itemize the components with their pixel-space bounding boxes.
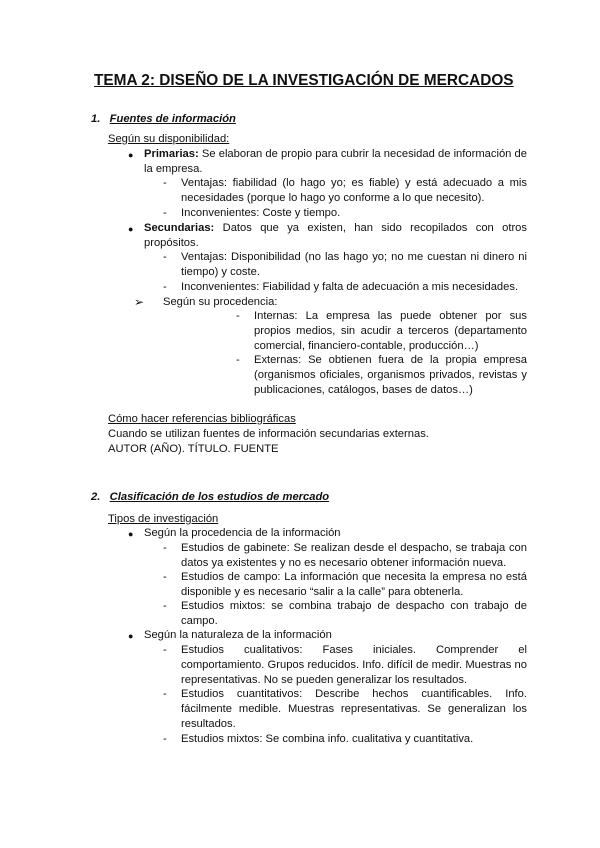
dash-icon: - — [163, 207, 167, 219]
dash-icon: - — [163, 600, 167, 612]
primarias-label: Primarias: — [144, 148, 199, 160]
secundarias-label: Secundarias: — [144, 222, 215, 234]
types-subheading: Tipos de investigación — [108, 513, 219, 525]
dash-icon: - — [236, 354, 240, 366]
primarias-inconvenientes: Inconvenientes: Coste y tiempo. — [181, 207, 341, 219]
primarias-item — [144, 147, 527, 177]
bullet-icon: ● — [128, 529, 134, 539]
naturaleza-label: Según la naturaleza de la información — [144, 629, 332, 641]
references-line-2: AUTOR (AÑO). TÍTULO. FUENTE — [108, 443, 279, 455]
references-line-1: Cuando se utilizan fuentes de información secundarias externas. — [108, 428, 429, 440]
secundarias-ventajas: Ventajas: Disponibilidad (no las hago yo; no me cuestan ni dinero ni tiempo) y coste. — [181, 251, 527, 278]
primarias-ventajas: Ventajas: fiabilidad (lo hago yo; es fiable) y está adecuado a mis necesidades (porque lo hago yo conforme a lo que necesito). — [181, 177, 527, 204]
bullet-icon: ● — [128, 224, 134, 234]
dash-icon: - — [163, 733, 167, 745]
dash-icon: - — [236, 310, 240, 322]
dash-icon: - — [163, 177, 167, 189]
mixtos-naturaleza-text: Estudios mixtos: Se combina info. cualitativa y cuantitativa. — [181, 733, 474, 745]
bullet-icon: ● — [128, 150, 134, 160]
references-heading: Cómo hacer referencias bibliográficas — [108, 413, 296, 425]
section-1-number: 1. — [91, 113, 101, 125]
section-2-number: 2. — [91, 491, 101, 503]
dash-icon: - — [163, 571, 167, 583]
campo-text: Estudios de campo: La información que necesita la empresa no está disponible y es necesario “salir a la calle” para obtenerla. — [181, 571, 527, 598]
procedencia-info-label: Según la procedencia de la información — [144, 527, 341, 539]
bullet-icon: ● — [128, 631, 134, 641]
section-1-title: Fuentes de información — [109, 113, 236, 125]
primarias-text: Se elaboran de propio para cubrir la necesidad de información de la empresa. — [144, 148, 527, 175]
procedencia-label: Según su procedencia: — [163, 296, 278, 308]
arrow-bullet-icon: ➢ — [134, 295, 145, 309]
dash-icon: - — [163, 542, 167, 554]
section-2-heading — [91, 490, 329, 505]
mixtos-gabinete-text: Estudios mixtos: se combina trabajo de despacho con trabajo de campo. — [181, 600, 527, 627]
internas-text: Internas: La empresa las puede obtener por sus propios medios, sin acudir a terceros (departamento comercial, financiero-contable, producción…) — [254, 310, 527, 352]
availability-subheading: Según su disponibilidad: — [108, 133, 230, 145]
secundarias-text: Datos que ya existen, han sido recopilados con otros propósitos. — [144, 222, 527, 249]
cuantitativos-text: Estudios cuantitativos: Describe hechos cuantificables. Info. fácilmente medible. Muestras representativas. Se generalizan los resultados. — [181, 688, 527, 730]
dash-icon: - — [163, 644, 167, 656]
secundarias-inconvenientes: Inconvenientes: Fiabilidad y falta de adecuación a mis necesidades. — [181, 281, 519, 293]
gabinete-text: Estudios de gabinete: Se realizan desde el despacho, se trabaja con datos ya existentes y no es necesario obtener información nueva. — [181, 542, 527, 569]
cualitativos-text: Estudios cualitativos: Fases iniciales. Comprender el comportamiento. Grupos reducidos. Info. difícil de medir. Muestras no representativas. No se pueden generalizar los resultados. — [181, 644, 527, 686]
secundarias-item — [144, 221, 527, 251]
page-title: TEMA 2: DISEÑO DE LA INVESTIGACIÓN DE MERCADOS — [94, 72, 514, 89]
dash-icon: - — [163, 251, 167, 263]
section-1-heading — [91, 112, 236, 127]
dash-icon: - — [163, 281, 167, 293]
dash-icon: - — [163, 688, 167, 700]
section-2-title: Clasificación de los estudios de mercado — [109, 491, 330, 503]
externas-text: Externas: Se obtienen fuera de la propia empresa (organismos oficiales, organismos privados, revistas y publicaciones, catálogos, bases de datos…) — [254, 354, 527, 396]
